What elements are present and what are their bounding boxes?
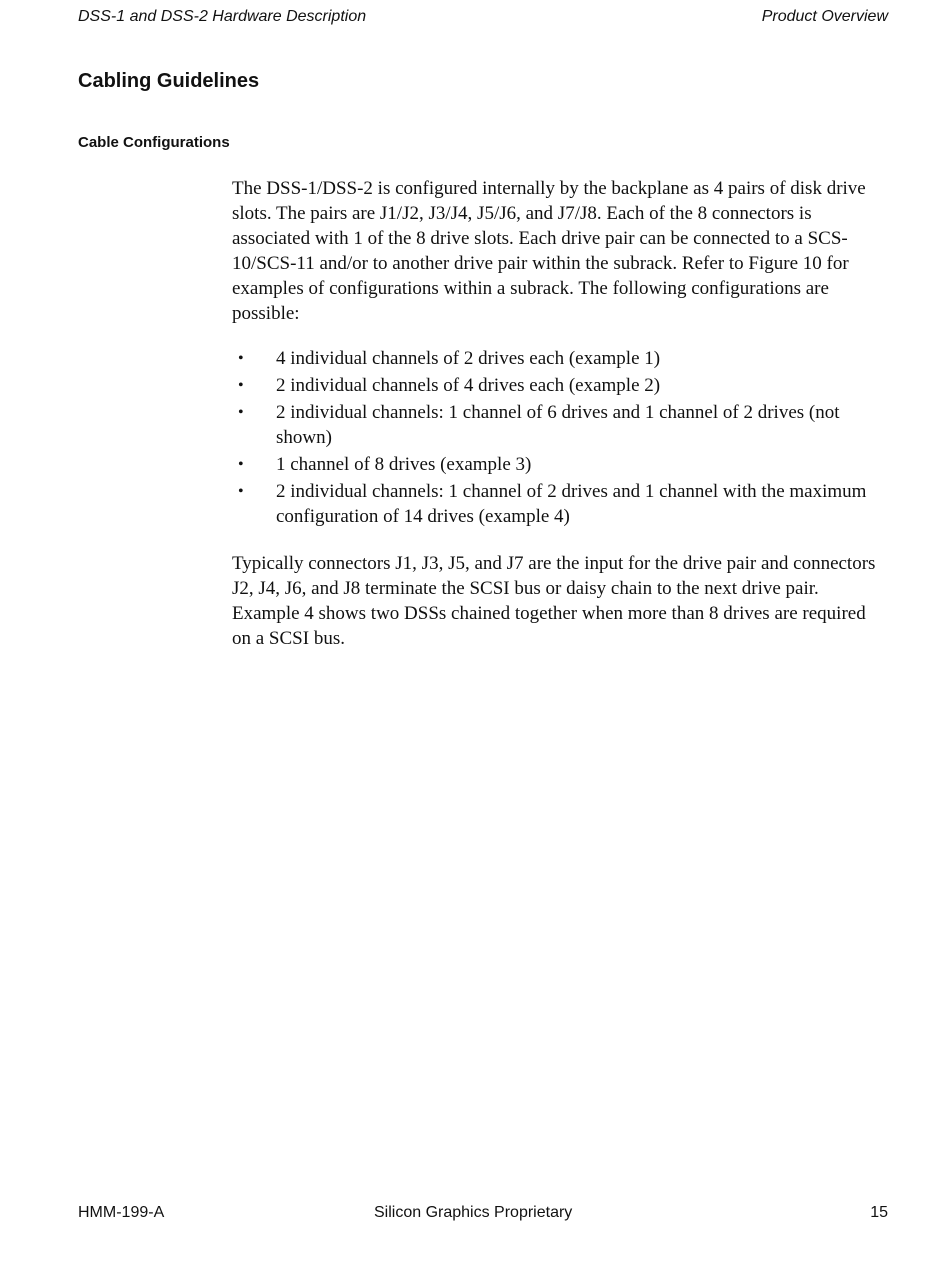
page-number: 15 [870,1204,888,1221]
list-item [232,373,892,398]
section-title: Cabling Guidelines [78,70,260,92]
intro-paragraph: The DSS-1/DSS-2 is configured internally by the backplane as 4 pairs of disk drive slots. The pairs are J1/J2, J3/J4, J5/J6, and J7/J8. Each of the 8 connectors is associated with 1 of the 8 drive slots. Each drive pair can be connected to a SCS-10/SCS-11 and/or to another drive pair within the subrack. Refer to Figure 10 for examples of configurations within a subrack. The following configurations are possible: [232,178,866,324]
list-item [232,400,892,450]
bullet-icon: • [238,350,244,367]
list-item-text: 2 individual channels of 4 drives each (example 2) [276,375,661,396]
list-item [232,346,892,371]
list-item-text: 4 individual channels of 2 drives each (example 1) [276,348,661,369]
bullet-icon: • [238,483,244,500]
bullet-icon: • [238,377,244,394]
list-item-text: 2 individual channels: 1 channel of 6 drives and 1 channel of 2 drives (not shown) [276,402,840,448]
list-item-text: 1 channel of 8 drives (example 3) [276,454,532,475]
page-header [78,8,888,30]
bullet-icon: • [238,404,244,421]
list-item [232,479,892,529]
list-item-text: 2 individual channels: 1 channel of 2 drives and 1 channel with the maximum configuration of 14 drives (example 4) [276,481,867,527]
page-footer [78,1204,888,1226]
header-chapter-title: Product Overview [761,8,888,25]
header-document-title: DSS-1 and DSS-2 Hardware Description [78,8,367,25]
subsection-title: Cable Configurations [78,134,230,151]
configuration-list [232,346,892,531]
bullet-icon: • [238,456,244,473]
list-item [232,452,892,477]
footer-proprietary-notice: Silicon Graphics Proprietary [374,1204,573,1221]
connector-paragraph: Typically connectors J1, J3, J5, and J7 are the input for the drive pair and connectors J2, J4, J6, and J8 terminate the SCSI bus or daisy chain to the next drive pair. Example 4 shows two DSSs chained together when more than 8 drives are required on a SCSI bus. [232,553,876,649]
footer-document-number: HMM-199-A [78,1204,165,1221]
